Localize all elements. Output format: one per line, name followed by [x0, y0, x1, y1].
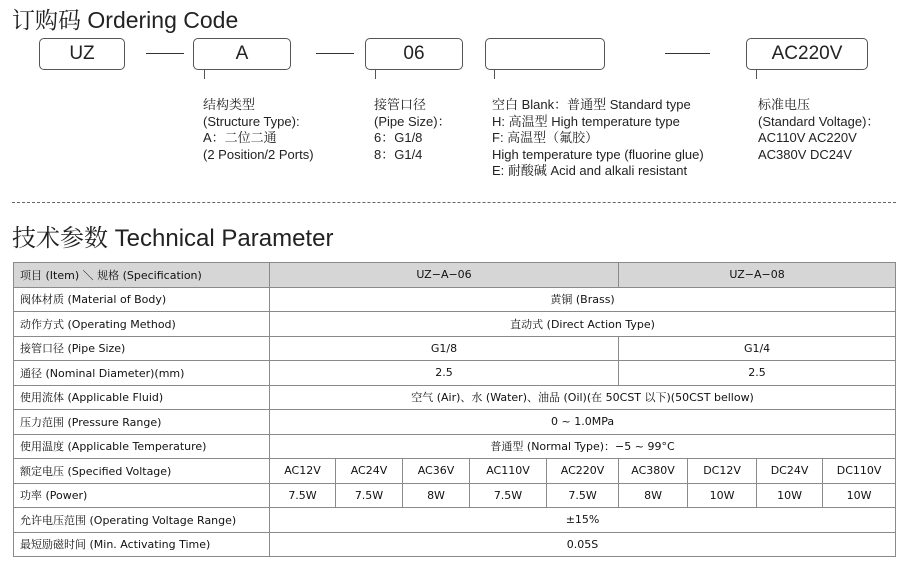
- desc-line: 8：G1/4: [374, 146, 423, 162]
- table-row: [14, 410, 896, 435]
- power-cell: 7.5W: [470, 483, 547, 508]
- desc-line: AC380V DC24V: [758, 146, 852, 162]
- pipe-size-description: [374, 97, 451, 163]
- code-box-type: [485, 38, 605, 70]
- row-label: 接管口径 (Pipe Size): [14, 336, 270, 361]
- code-tick: [494, 69, 495, 79]
- power-cell: 7.5W: [336, 483, 403, 508]
- row-value: G1/8: [270, 336, 619, 361]
- technical-parameter-title: 技术参数 Technical Parameter: [12, 225, 334, 252]
- code-tick: [756, 69, 757, 79]
- table-row: [14, 312, 896, 337]
- header-label: 项目 (Item) ＼ 规格 (Specification): [14, 263, 270, 288]
- voltage-description: [758, 97, 879, 163]
- row-value: 0 ~ 1.0MPa: [270, 410, 896, 435]
- table-row: [14, 459, 896, 484]
- power-cell: 8W: [619, 483, 688, 508]
- row-label: 功率 (Power): [14, 483, 270, 508]
- code-dash: [665, 53, 710, 54]
- table-row: [14, 336, 896, 361]
- voltage-cell: AC12V: [270, 459, 336, 484]
- type-description: [492, 97, 704, 180]
- power-cell: 10W: [688, 483, 757, 508]
- desc-line: 空白 Blank：普通型 Standard type: [492, 97, 691, 112]
- section-divider: [12, 202, 896, 203]
- desc-line: (2 Position/2 Ports): [203, 146, 314, 162]
- desc-line: (Pipe Size)：: [374, 113, 451, 129]
- row-value: 黄铜 (Brass): [270, 287, 896, 312]
- power-cell: 10W: [757, 483, 823, 508]
- voltage-cell: AC36V: [403, 459, 470, 484]
- desc-line: High temperature type (fluorine glue): [492, 146, 704, 162]
- row-value: ±15%: [270, 508, 896, 533]
- row-label: 最短励磁时间 (Min. Activating Time): [14, 532, 270, 557]
- voltage-cell: AC110V: [470, 459, 547, 484]
- desc-line: AC110V AC220V: [758, 130, 857, 145]
- row-label: 使用温度 (Applicable Temperature): [14, 434, 270, 459]
- code-tick: [375, 69, 376, 79]
- desc-line: H: 高温型 High temperature type: [492, 113, 680, 129]
- desc-line: 接管口径: [374, 97, 427, 112]
- table-row: [14, 287, 896, 312]
- row-label: 允许电压范围 (Operating Voltage Range): [14, 508, 270, 533]
- desc-line: (Structure Type):: [203, 113, 300, 129]
- row-label: 阀体材质 (Material of Body): [14, 287, 270, 312]
- structure-description: [203, 97, 314, 163]
- desc-line: F: 高温型（氟胶）: [492, 130, 599, 145]
- voltage-cell: AC380V: [619, 459, 688, 484]
- code-box-voltage: AC220V: [746, 38, 868, 70]
- table-header-row: [14, 263, 896, 288]
- technical-parameter-table: [13, 262, 896, 557]
- table-row: [14, 361, 896, 386]
- header-model-08: UZ−A−08: [619, 263, 896, 288]
- desc-line: 6：G1/8: [374, 130, 423, 145]
- table-row: [14, 483, 896, 508]
- row-label: 使用流体 (Applicable Fluid): [14, 385, 270, 410]
- table-row: [14, 434, 896, 459]
- desc-line: E: 耐酸碱 Acid and alkali resistant: [492, 163, 688, 178]
- code-box-series: UZ: [39, 38, 125, 70]
- table-row: [14, 385, 896, 410]
- row-label: 压力范围 (Pressure Range): [14, 410, 270, 435]
- voltage-cell: DC110V: [823, 459, 896, 484]
- voltage-cell: DC12V: [688, 459, 757, 484]
- code-dash: [146, 53, 184, 54]
- row-value: 2.5: [619, 361, 896, 386]
- header-model-06: UZ−A−06: [270, 263, 619, 288]
- row-label: 额定电压 (Specified Voltage): [14, 459, 270, 484]
- ordering-code-title: 订购码 Ordering Code: [12, 7, 239, 33]
- row-value: 空气 (Air)、水 (Water)、油品 (Oil)(在 50CST 以下)(50CST bellow): [270, 385, 896, 410]
- code-box-structure: A: [193, 38, 291, 70]
- row-value: 0.05S: [270, 532, 896, 557]
- voltage-cell: DC24V: [757, 459, 823, 484]
- power-cell: 7.5W: [270, 483, 336, 508]
- row-value: 直动式 (Direct Action Type): [270, 312, 896, 337]
- desc-line: (Standard Voltage)：: [758, 113, 880, 129]
- table-row: [14, 508, 896, 533]
- row-value: 普通型 (Normal Type)：−5 ~ 99°C: [270, 434, 896, 459]
- table-row: [14, 532, 896, 557]
- code-dash: [316, 53, 354, 54]
- row-label: 通径 (Nominal Diameter)(mm): [14, 361, 270, 386]
- power-cell: 7.5W: [547, 483, 619, 508]
- row-label: 动作方式 (Operating Method): [14, 312, 270, 337]
- power-cell: 10W: [823, 483, 896, 508]
- voltage-cell: AC220V: [547, 459, 619, 484]
- code-tick: [204, 69, 205, 79]
- desc-line: 结构类型: [203, 97, 256, 112]
- desc-line: A：二位二通: [203, 130, 277, 145]
- ordering-code-row: [0, 38, 904, 78]
- voltage-cell: AC24V: [336, 459, 403, 484]
- row-value: 2.5: [270, 361, 619, 386]
- code-box-pipe: 06: [365, 38, 463, 70]
- desc-line: 标准电压: [758, 97, 811, 112]
- row-value: G1/4: [619, 336, 896, 361]
- power-cell: 8W: [403, 483, 470, 508]
